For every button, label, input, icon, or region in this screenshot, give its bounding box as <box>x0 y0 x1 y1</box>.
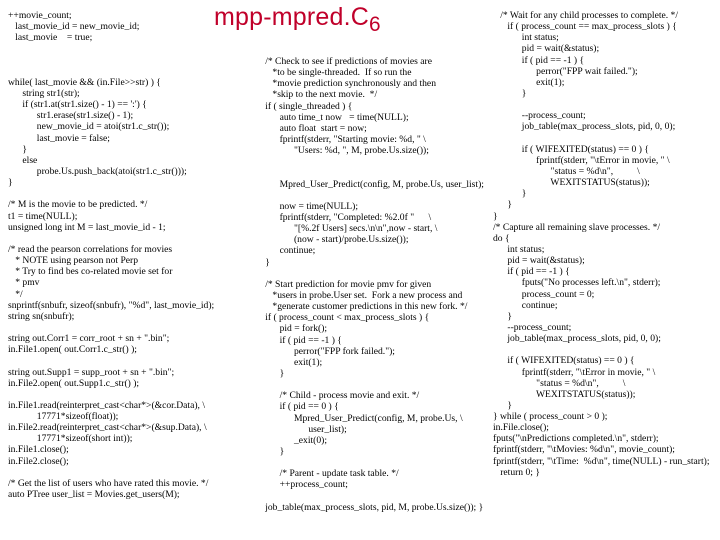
code-line <box>258 379 484 390</box>
code-line <box>258 490 484 501</box>
code-line: } <box>493 210 498 222</box>
code-line: fprintf(stderr, "\tTime: %d\n", time(NULL) - run_start); <box>493 455 710 467</box>
code-line: } <box>258 256 270 268</box>
code-line <box>258 167 484 178</box>
code-line: if ( single_threaded ) { <box>258 100 353 112</box>
code-line: exit(1); <box>258 356 323 368</box>
code-line: else <box>8 154 38 166</box>
code-line: } <box>258 445 285 457</box>
code-line <box>258 268 484 279</box>
code-line: Mpred_User_Predict(config, M, probe.Us, user_list); <box>258 178 484 190</box>
code-line: ++process_count; <box>258 479 348 491</box>
code-line <box>8 322 214 333</box>
code-line: fprintf(stderr, "Starting movie: %d, " \ <box>258 133 426 145</box>
code-line: fprintf(stderr, "\tMovies: %d\n", movie_count); <box>493 444 675 456</box>
code-line: /* Parent - update task table. */ <box>258 468 399 480</box>
code-line: fprintf(stderr, "\tError in movie, " \ <box>493 154 670 166</box>
code-line: } <box>258 367 285 379</box>
code-line: continue; <box>493 299 558 311</box>
code-line: return 0; } <box>493 466 540 478</box>
code-line: /* Capture all remaining slave processes. */ <box>493 221 661 233</box>
code-line: last_movie_id = new_movie_id; <box>8 21 140 33</box>
code-line: str1.erase(str1.size() - 1); <box>8 110 134 122</box>
code-line: WEXITSTATUS(status)); <box>493 177 650 189</box>
code-line: user_list); <box>258 423 347 435</box>
code-line: /* M is the movie to be predicted. */ <box>8 199 148 211</box>
code-line: job_table(max_process_slots, pid, M, probe.Us.size()); } <box>258 501 484 513</box>
code-line: "Users: %d, ", M, probe.Us.size()); <box>258 145 429 157</box>
code-line: */ <box>8 288 23 300</box>
code-line: fputs("No processes left.\n", stderr); <box>493 277 661 289</box>
code-line: * Try to find bes co-related movie set for <box>8 266 173 278</box>
code-line: perror("FPP fork failed."); <box>258 345 395 357</box>
code-line: string out.Corr1 = corr_root + sn + ".bin"; <box>8 333 170 345</box>
code-line: if (str1.at(str1.size() - 1) == ':') { <box>8 99 147 111</box>
code-line: * pmv <box>8 277 40 289</box>
code-line: fputs("\nPredictions completed.\n", stderr); <box>493 433 659 445</box>
code-line: } <box>8 143 27 155</box>
code-line: while( last_movie && (in.File>>str) ) { <box>8 76 161 88</box>
code-line: } <box>493 87 527 99</box>
code-line: string str1(str); <box>8 87 80 99</box>
code-line: --process_count; <box>493 110 586 122</box>
code-column-middle <box>258 56 484 513</box>
code-line: "status = %d\n", \ <box>493 165 640 177</box>
code-line: in.File2.read(reinterpret_cast<char*>(&sup.Data), \ <box>8 422 207 434</box>
code-line: auto PTree user_list = Movies.get_users(M); <box>8 489 180 501</box>
code-line: *skip to the next movie. */ <box>258 89 378 101</box>
code-line: last_movie = true; <box>8 32 93 44</box>
code-line: in.File.close(); <box>493 422 549 434</box>
code-line <box>493 344 710 355</box>
code-line: /* Start prediction for movie pmv for given <box>258 278 432 290</box>
code-line: probe.Us.push_back(atoi(str1.c_str())); <box>8 165 187 177</box>
code-line: in.File2.close(); <box>8 455 69 467</box>
code-line: } <box>493 188 527 200</box>
code-line: auto float start = now; <box>258 122 367 134</box>
code-line: WEXITSTATUS(status)); <box>493 388 636 400</box>
code-line: } while ( process_count > 0 ); <box>493 411 608 423</box>
code-line: *to be single-threaded. If so run the <box>258 67 412 79</box>
code-line: Mpred_User_Predict(config, M, probe.Us, \ <box>258 412 463 424</box>
code-line: unsigned long int M = last_movie_id - 1; <box>8 221 166 233</box>
code-line: pid = wait(&status); <box>493 255 585 267</box>
code-line: string out.Supp1 = supp_root + sn + ".bin"; <box>8 366 175 378</box>
code-line: in.File1.read(reinterpret_cast<char*>(&cor.Data), \ <box>8 399 206 411</box>
code-line: } <box>493 310 512 322</box>
code-line: } <box>8 177 13 189</box>
code-line: } <box>493 399 512 411</box>
code-line <box>8 43 214 54</box>
code-line: *users in probe.User set. Fork a new process and <box>258 289 463 301</box>
code-line: snprintf(snbufr, sizeof(snbufr), "%d", last_movie_id); <box>8 299 215 311</box>
code-line: *generate customer predictions in this new fork. */ <box>258 301 468 313</box>
code-line <box>493 133 710 144</box>
code-line: in.File1.close(); <box>8 444 69 456</box>
code-line: --process_count; <box>493 321 572 333</box>
code-line: int status; <box>493 243 545 255</box>
code-line: if ( pid == -1 ) { <box>493 54 585 66</box>
code-column-right <box>493 10 710 478</box>
code-line <box>258 457 484 468</box>
code-line: if ( process_count == max_process_slots ) { <box>493 21 677 33</box>
code-line: perror("FPP wait failed."); <box>493 65 638 77</box>
code-line: if ( pid == -1 ) { <box>258 334 342 346</box>
code-line: } <box>493 199 512 211</box>
code-line: * NOTE using pearson not Perp <box>8 255 139 267</box>
code-line: string sn(snbufr); <box>8 310 75 322</box>
slide-title-text: mpp-mpred.C <box>214 3 370 31</box>
code-line: if ( pid == -1 ) { <box>493 266 570 278</box>
code-line: continue; <box>258 245 316 257</box>
code-line: do { <box>493 232 510 244</box>
code-line <box>8 389 214 400</box>
code-line: "[%.2f Users] secs.\n\n",now - start, \ <box>258 223 438 235</box>
code-line: auto time_t now = time(NULL); <box>258 111 409 123</box>
code-line: job_table(max_process_slots, pid, 0, 0); <box>493 121 676 133</box>
code-line <box>8 233 214 244</box>
code-line: *movie prediction synchronously and then <box>258 78 436 90</box>
code-line: pid = fork(); <box>258 323 328 335</box>
code-line <box>258 156 484 167</box>
code-line: if ( WIFEXITED(status) == 0 ) { <box>493 355 635 367</box>
code-line <box>8 355 214 366</box>
code-line: fprintf(stderr, "\tError in movie, " \ <box>493 366 656 378</box>
code-line: job_table(max_process_slots, pid, 0, 0); <box>493 333 661 345</box>
slide-title <box>214 3 381 37</box>
code-line <box>8 55 214 66</box>
code-line: exit(1); <box>493 76 565 88</box>
code-line: /* Get the list of users who have rated this movie. */ <box>8 477 209 489</box>
code-line: t1 = time(NULL); <box>8 210 78 222</box>
code-line <box>8 66 214 77</box>
code-line: pid = wait(&status); <box>493 43 600 55</box>
code-line: fprintf(stderr, "Completed: %2.0f " \ <box>258 211 432 223</box>
code-line: _exit(0); <box>258 434 328 446</box>
code-line: int status; <box>493 32 559 44</box>
code-column-left <box>8 10 214 500</box>
code-line: if ( pid == 0 ) { <box>258 401 339 413</box>
code-line: /* Child - process movie and exit. */ <box>258 390 420 402</box>
code-line: in.File2.open( out.Supp1.c_str() ); <box>8 377 140 389</box>
code-line: in.File1.open( out.Corr1.c_str() ); <box>8 344 137 356</box>
code-line: /* Check to see if predictions of movies are <box>258 56 432 67</box>
code-line: "status = %d\n", \ <box>493 377 626 389</box>
code-line <box>8 467 214 478</box>
code-line: now = time(NULL); <box>258 200 358 212</box>
code-line: ++movie_count; <box>8 10 72 21</box>
code-line <box>258 190 484 201</box>
code-line: if ( process_count < max_process_slots ) { <box>258 312 430 324</box>
code-line: new_movie_id = atoi(str1.c_str()); <box>8 121 170 133</box>
code-line: 17771*sizeof(float)); <box>8 411 119 423</box>
code-line: 17771*sizeof(short int)); <box>8 433 133 445</box>
slide-title-subscript: 6 <box>369 13 381 36</box>
code-line: process_count = 0; <box>493 288 595 300</box>
code-line <box>493 99 710 110</box>
code-line: if ( WIFEXITED(status) == 0 ) { <box>493 143 649 155</box>
code-line: /* Wait for any child processes to complete. */ <box>493 10 679 21</box>
code-line: last_movie = false; <box>8 132 110 144</box>
code-line: (now - start)/probe.Us.size()); <box>258 234 409 246</box>
code-line <box>8 188 214 199</box>
code-line: /* read the pearson correlations for movies <box>8 243 173 255</box>
